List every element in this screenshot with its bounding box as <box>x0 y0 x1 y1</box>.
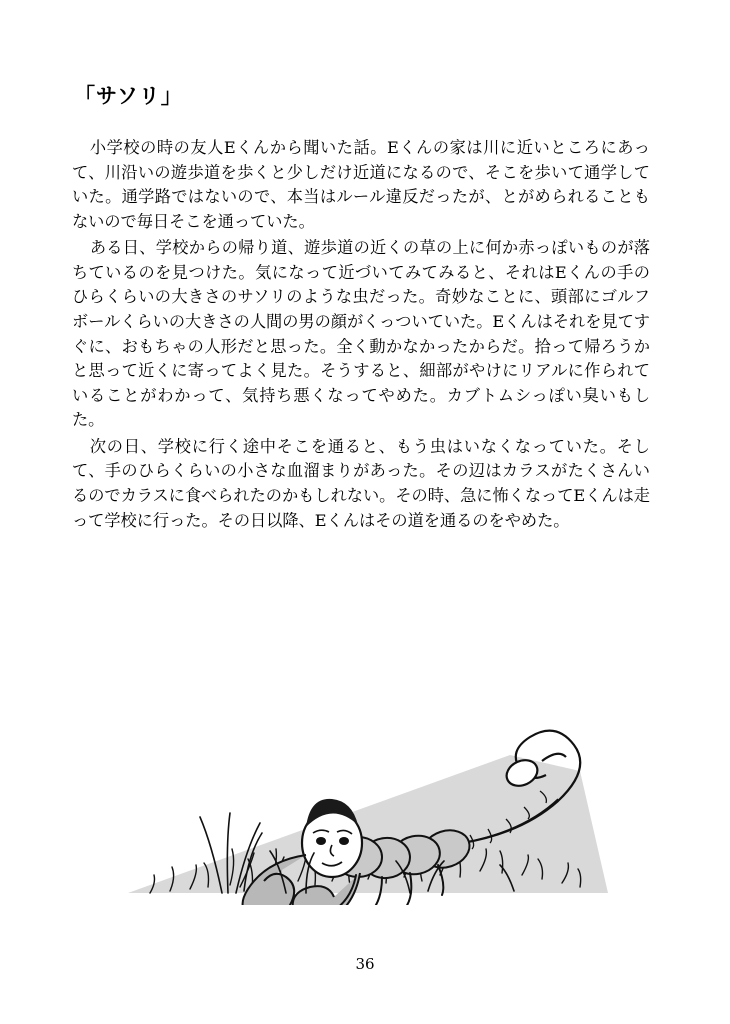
scorpion-illustration <box>110 715 640 905</box>
body-text <box>72 136 650 535</box>
paragraph: ある日、学校からの帰り道、遊歩道の近くの草の上に何か赤っぽいものが落ちているのを見つけた。気になって近づいてみてみると、それはEくんの手のひらくらいの大きさのサソリのような虫だった。奇妙なことに、頭部にゴルフボールくらいの大きさの人間の男の顔がくっついていた。Eくんはそれを見てすぐに、おもちゃの人形だと思った。全く動かなかったからだ。拾って帰ろうかと思って近くに寄ってよく見た。そうすると、細部がやけにリアルに作られていることがわかって、気持ち悪くなってやめた。カブトムシっぽい臭いもした。 <box>72 238 650 430</box>
paragraph: 小学校の時の友人Eくんから聞いた話。Eくんの家は川に近いところにあって、川沿いの遊歩道を歩くと少しだけ近道になるので、そこを歩いて通学していた。通学路ではないので、本当はルール違反だったが、とがめられることもないので毎日そこを通っていた。 <box>72 138 650 231</box>
paragraph: 次の日、学校に行く途中そこを通ると、もう虫はいなくなっていた。そして、手のひらくらいの小さな血溜まりがあった。その辺はカラスがたくさんいるのでカラスに食べられたのかもしれない。その時、急に怖くなってEくんは走って学校に行った。その日以降、Eくんはその道を通るのをやめた。 <box>72 436 650 530</box>
page-number: 36 <box>355 955 375 973</box>
page-title: 「サソリ」 <box>74 83 183 108</box>
